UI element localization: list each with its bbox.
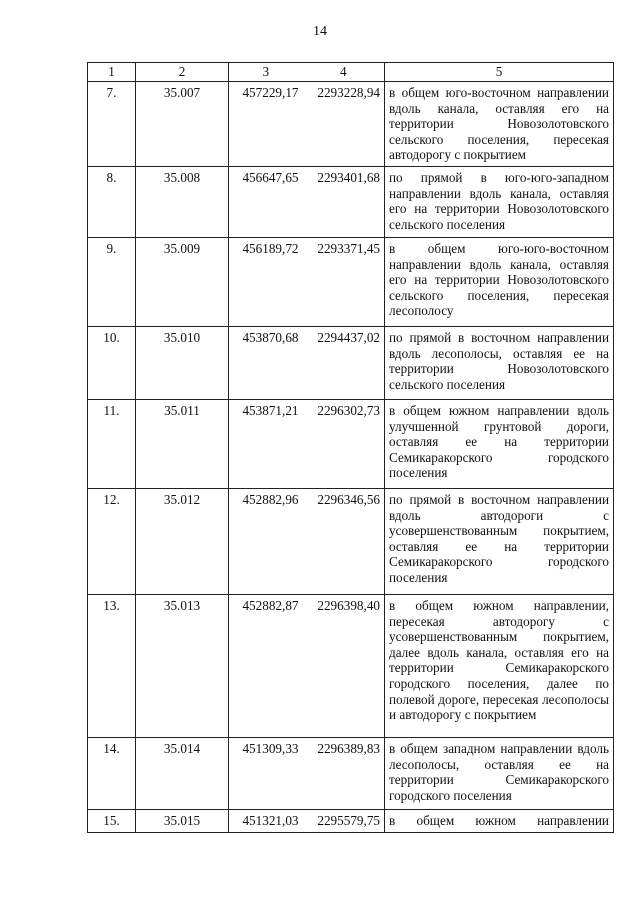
row-number: 9. [88,237,136,326]
header-col-3: 3 [229,63,303,82]
header-col-2: 2 [136,63,229,82]
coord-y: 2295579,75 [303,809,385,832]
coord-x: 452882,87 [229,594,303,737]
route-description: в общем западном направлении вдоль лесополосы, оставляя ее на территории Семикаракорского городского поселения [385,737,614,809]
point-id: 35.009 [136,237,229,326]
route-description: в общем юго-восточном направлении вдоль канала, оставляя его на территории Новозолотовского сельского поселения, пересекая автодорогу с покрытием [385,82,614,167]
coord-x: 451309,33 [229,737,303,809]
table-row [88,237,614,326]
coord-x: 457229,17 [229,82,303,167]
point-id: 35.011 [136,399,229,488]
table-row [88,809,614,832]
route-description: в общем южном направлении [385,809,614,832]
point-id: 35.008 [136,166,229,237]
coord-x: 453871,21 [229,399,303,488]
coord-x: 451321,03 [229,809,303,832]
coord-x: 456647,65 [229,166,303,237]
coord-y: 2293228,94 [303,82,385,167]
row-number: 11. [88,399,136,488]
row-number: 10. [88,326,136,399]
point-id: 35.010 [136,326,229,399]
row-number: 12. [88,488,136,594]
point-id: 35.012 [136,488,229,594]
point-id: 35.013 [136,594,229,737]
header-col-4: 4 [303,63,385,82]
table-row [88,399,614,488]
table-row [88,326,614,399]
table-row [88,488,614,594]
page-number: 14 [313,24,327,39]
route-description: в общем юго-юго-восточном направлении вдоль канала, оставляя его на территории Новозолотовского сельского поселения, пересекая лесополосу [385,237,614,326]
point-id: 35.007 [136,82,229,167]
table-row [88,737,614,809]
coord-y: 2296398,40 [303,594,385,737]
row-number: 14. [88,737,136,809]
point-id: 35.014 [136,737,229,809]
point-id: 35.015 [136,809,229,832]
route-description: в общем южном направлении вдоль улучшенной грунтовой дороги, оставляя ее на территории Семикаракорского городского поселения [385,399,614,488]
route-description: по прямой в восточном направлении вдоль лесополосы, оставляя ее на территории Новозолотовского сельского поселения [385,326,614,399]
route-description: по прямой в восточном направлении вдоль автодороги с усовершенствованным покрытием, оставляя ее на территории Семикаракорского городского поселения [385,488,614,594]
coord-y: 2294437,02 [303,326,385,399]
row-number: 13. [88,594,136,737]
coord-y: 2293371,45 [303,237,385,326]
coord-x: 453870,68 [229,326,303,399]
table-header-row [88,63,614,82]
boundary-points-table [87,62,614,833]
route-description: в общем южном направлении, пересекая автодорогу с усовершенствованным покрытием, далее вдоль канала, оставляя его на территории Семикаракорского городского поселения, далее по полевой дороге, пересекая лесополосы и автодорогу с покрытием [385,594,614,737]
table-row [88,594,614,737]
header-col-1: 1 [88,63,136,82]
table-row [88,82,614,167]
row-number: 7. [88,82,136,167]
coord-x: 456189,72 [229,237,303,326]
coord-y: 2296389,83 [303,737,385,809]
row-number: 15. [88,809,136,832]
coord-y: 2296302,73 [303,399,385,488]
table-row [88,166,614,237]
coord-y: 2296346,56 [303,488,385,594]
coord-x: 452882,96 [229,488,303,594]
header-col-5: 5 [385,63,614,82]
route-description: по прямой в юго-юго-западном направлении вдоль канала, оставляя его на территории Новозолотовского сельского поселения [385,166,614,237]
coord-y: 2293401,68 [303,166,385,237]
row-number: 8. [88,166,136,237]
